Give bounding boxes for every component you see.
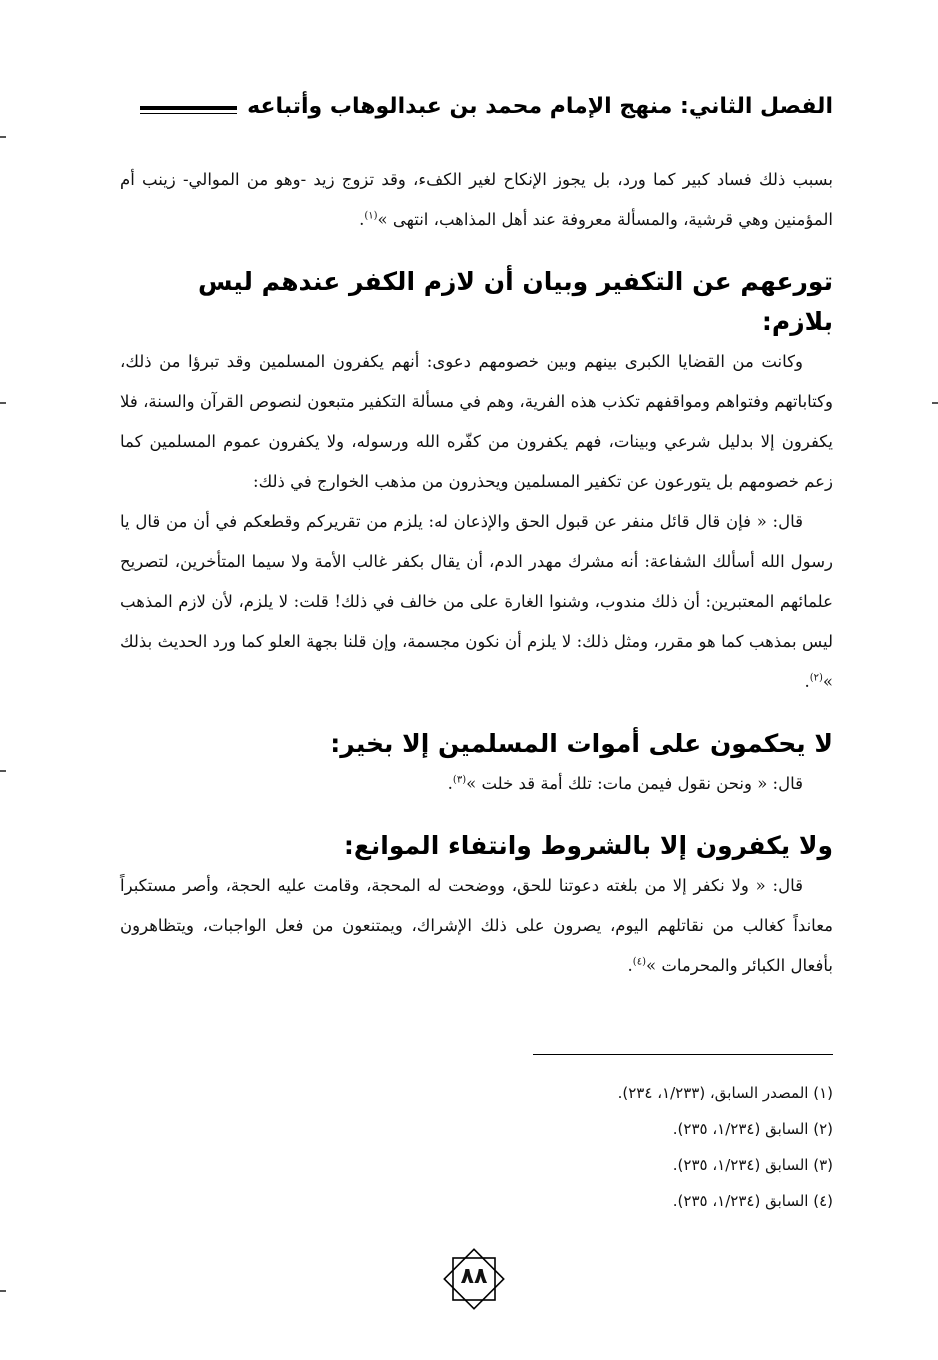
paragraph-5-text: قال: « ولا نكفر إلا من بلغته دعوتنا للحق، ووضحت له المحجة، وقامت عليه الحجة، وأصر مستكبراً معانداً كغالب من نقاتلهم اليوم، يصرون على ذلك الإشراك، ويمتنعون من فعل الواجبات، ويتظاهرون بأفعال الكبائر والمحرمات » — [120, 876, 833, 975]
running-title: الفصل الثاني: منهج الإمام محمد بن عبدالوهاب وأتباعه — [247, 93, 833, 119]
header-rule-thin — [140, 113, 237, 114]
section-heading-takfir: تورعهم عن التكفير وبيان أن لازم الكفر عندهم ليس بلازم: — [197, 267, 833, 336]
paragraph-4-end: . — [447, 774, 453, 793]
scan-edge-mark — [0, 136, 6, 138]
footnote-4: (٤) السابق (١/٢٣٤، ٢٣٥). — [672, 1192, 833, 1210]
footnote-ref-3[interactable]: (٣) — [452, 774, 467, 786]
paragraph-3-end: . — [804, 672, 810, 691]
paragraph-3 — [120, 502, 833, 702]
paragraph-3-text: قال: « فإن قال قائل منفر عن قبول الحق والإذعان له: يلزم من تقريركم وقطعكم في أن من قال يا رسول الله أسألك الشفاعة: أنه مشرك مهدر الدم، أن يقال بكفر غالب الأمة ولا سيما المتأخرين، لتصريح علمائهم المعتبرين: أن ذلك مندوب، وشنوا الغارة على من خالف في ذلك! قلت: لا يلزم، لأن لازم المذهب ليس بمذهب كما هو مقرر، ومثل ذلك: لا يلزم أن نكون مجسمة، وإن قلنا بجهة العلو كما ورد الحديث بذلك » — [120, 512, 833, 691]
footnote-2: (٢) السابق (١/٢٣٤، ٢٣٥). — [672, 1120, 833, 1138]
section-heading-shurut: ولا يكفرون إلا بالشروط وانتفاء الموانع: — [343, 831, 833, 860]
paragraph-1-end: . — [359, 210, 365, 229]
header-rule-thick — [140, 106, 237, 110]
page-body — [120, 160, 833, 986]
paragraph-2: وكانت من القضايا الكبرى بينهم وبين خصومهم دعوى: أنهم يكفرون المسلمين وقد تبرؤا من ذلك، وكتاباتهم وفتواهم ومواقفهم تكذب هذه الفرية، وهم في مسألة التكفير متبعون لنصوص القرآن والسنة، فلا يكفرون إلا بدليل شرعي وبينات، فهم يكفرون من كفّره الله ورسوله، ولا يكفرون عموم المسلمين كما زعم خصومهم بل يتورعون عن تكفير المسلمين ويحذرون من مذهب الخوارج في ذلك: — [120, 352, 833, 491]
scan-edge-mark — [932, 402, 938, 404]
paragraph-5 — [120, 866, 833, 986]
section-heading-amwat: لا يحكمون على أموات المسلمين إلا بخير: — [330, 729, 833, 758]
running-header — [140, 86, 833, 126]
footnote-1: (١) المصدر السابق، (١/٢٣٣، ٢٣٤). — [617, 1084, 833, 1102]
paragraph-1-text: بسبب ذلك فساد كبير كما ورد، بل يجوز الإنكاح لغير الكفء، وقد تزوج زيد -وهو من الموالي- زينب أم المؤمنين وهي قرشية، والمسألة معروفة عند أهل المذاهب، انتهى » — [120, 170, 833, 229]
footnotes — [120, 1075, 833, 1219]
footnote-separator — [533, 1054, 833, 1055]
paragraph-4-text: قال: « ونحن نقول فيمن مات: تلك أمة قد خلت » — [466, 774, 803, 793]
paragraph-4 — [120, 764, 833, 804]
scan-edge-mark — [0, 402, 6, 404]
footnote-ref-2[interactable]: (٢) — [809, 672, 823, 684]
paragraph-5-end: . — [627, 956, 633, 975]
footnote-3: (٣) السابق (١/٢٣٤، ٢٣٥). — [672, 1156, 833, 1174]
scan-edge-mark — [0, 1290, 6, 1292]
page-number: ٨٨ — [460, 1264, 488, 1289]
footnote-ref-4[interactable]: (٤) — [632, 956, 646, 968]
scan-edge-mark — [0, 770, 6, 772]
page-number-badge — [439, 1244, 509, 1314]
header-rule — [140, 106, 237, 114]
paragraph-1 — [120, 160, 833, 240]
footnote-ref-1[interactable]: (١) — [364, 210, 378, 222]
